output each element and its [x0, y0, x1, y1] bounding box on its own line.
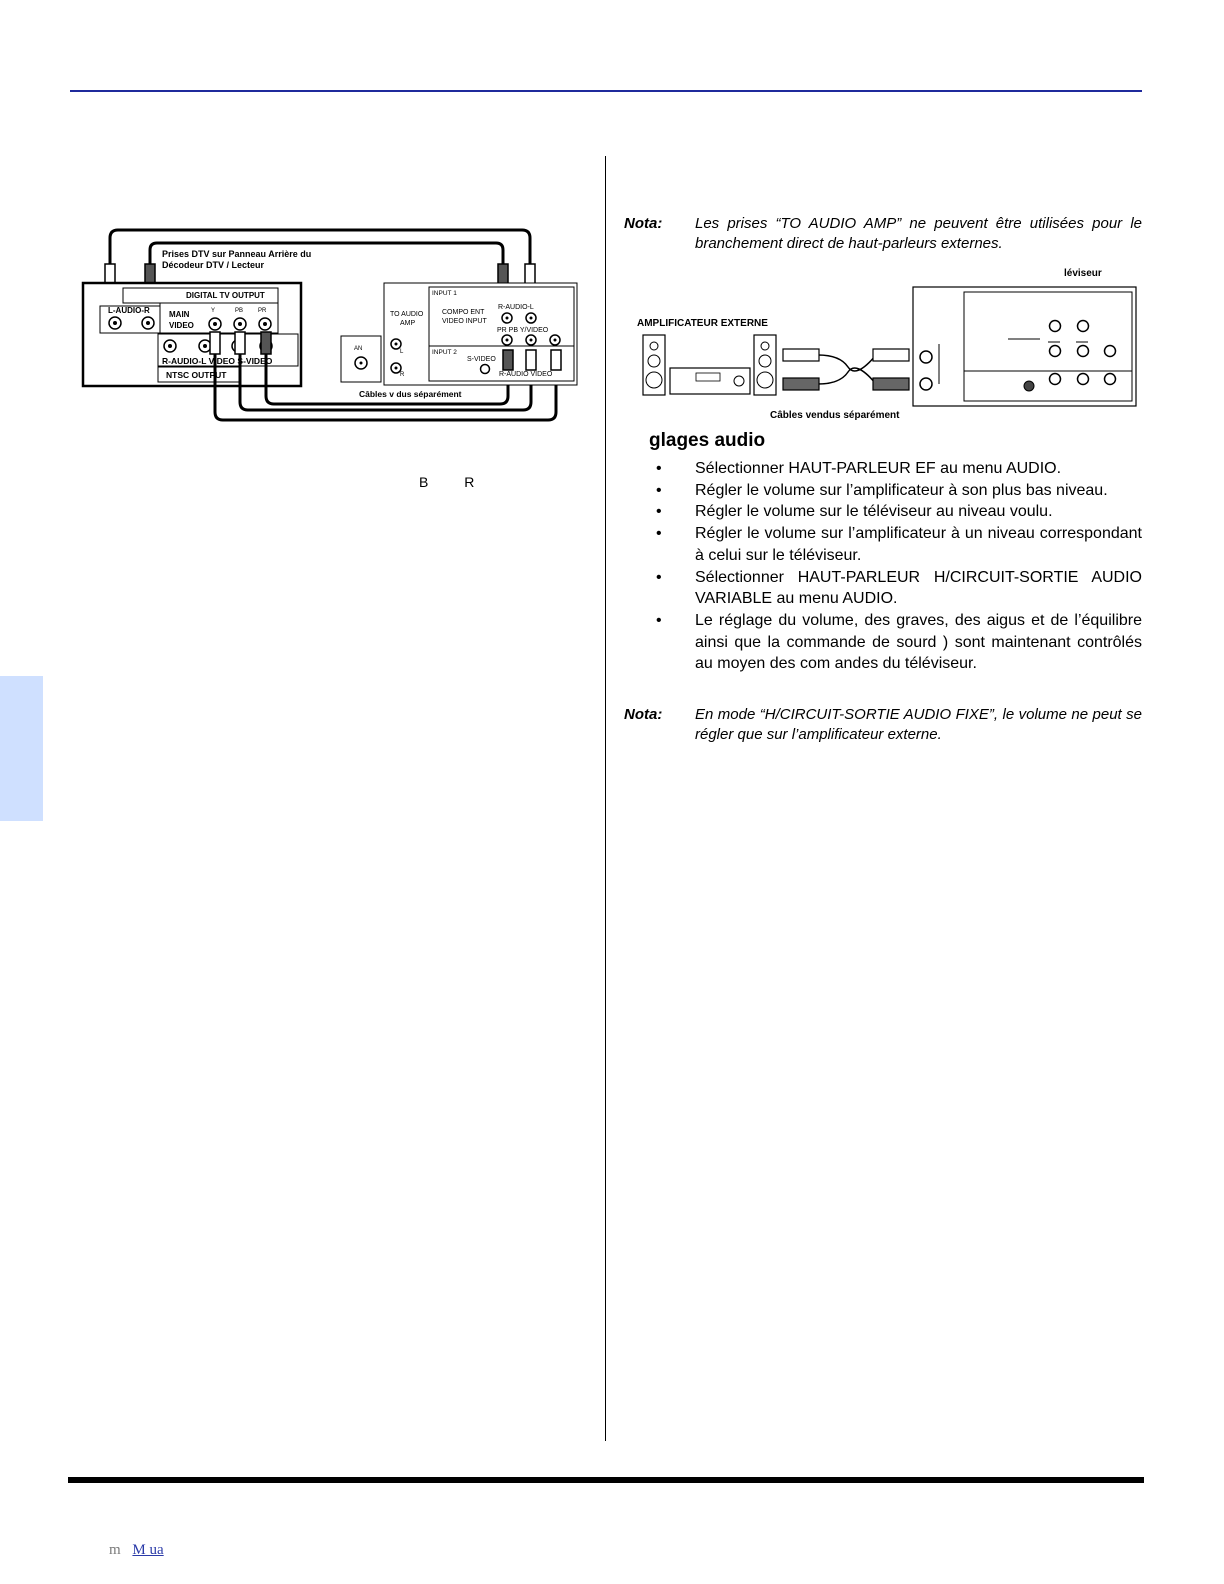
main-video-line2: VIDEO [169, 321, 194, 330]
footer-prefix: m [109, 1542, 121, 1558]
column-divider [605, 156, 606, 1441]
footer [109, 1542, 272, 1559]
tv-label: léviseur [1064, 268, 1102, 279]
list-item: • Sélectionner HAUT-PARLEUR H/CIRCUIT-SORTIE AUDIO VARIABLE au menu AUDIO. [656, 568, 1142, 608]
list-item: • Régler le volume sur l’amplificateur à son plus bas niveau. [656, 480, 1142, 502]
section-heading: glages audio [649, 430, 766, 451]
diagram-title-line2: Décodeur DTV / Lecteur [162, 260, 265, 270]
external-amp-label: AMPLIFICATEUR EXTERNE [637, 318, 768, 329]
digital-tv-output-label: DIGITAL TV OUTPUT [186, 291, 265, 300]
l-audio-r-label: L-AUDIO-R [108, 306, 150, 315]
left-letters [419, 474, 506, 490]
audio-settings-list [656, 458, 1142, 675]
list-item: • Sélectionner HAUT-PARLEUR EF au menu AUDIO. [656, 458, 1142, 480]
antenna-label: AN [354, 346, 363, 352]
component-label-line1: COMPO ENT [442, 309, 485, 316]
list-item: • Régler le volume sur l’amplificateur à un niveau correspondant à celui sur le téléviseur. [656, 525, 1142, 564]
input1-label: INPUT 1 [432, 290, 457, 297]
cables-sold-separately-right: Câbles vendus séparément [770, 410, 900, 421]
footer-rule [68, 1477, 1144, 1483]
note-fixed-output [624, 705, 1142, 747]
amp-l-label: L [400, 349, 404, 355]
y-label: Y [211, 308, 216, 314]
bullet: • [656, 481, 662, 499]
header-rule [70, 90, 1142, 92]
to-audio-amp-line1: TO AUDIO [390, 311, 424, 318]
amp-r-label: R [400, 372, 405, 378]
bullet: • [656, 611, 662, 629]
pr-label: PR [258, 308, 267, 314]
bullet: • [656, 503, 662, 521]
note-text: En mode “H/CIRCUIT-SORTIE AUDIO FIXE”, le volume ne peut se régler que sur l’amplificateur externe. [695, 706, 1142, 743]
ntsc-jacks-label: R-AUDIO-L VIDEO S-VIDEO [162, 356, 273, 366]
r-audio-l-label: R-AUDIO-L [498, 304, 534, 311]
input2-label: INPUT 2 [432, 349, 457, 356]
note-label: Nota: [624, 215, 663, 232]
dtv-connection-diagram [78, 224, 584, 426]
ntsc-output-label: NTSC OUTPUT [166, 370, 227, 380]
letter-b: B [419, 474, 429, 490]
svideo-label: S-VIDEO [467, 356, 496, 363]
main-video-line1: MAIN [169, 310, 190, 319]
to-audio-amp-line2: AMP [400, 320, 416, 327]
list-item: • Le réglage du volume, des graves, des aigus et de l’équilibre ainsi que la commande de sourd ) sont maintenant contrôlés au moyen des com andes du téléviseur. [656, 611, 1142, 673]
pb-label: PB [235, 308, 244, 314]
note-label: Nota: [624, 706, 663, 723]
footer-link[interactable]: M ua [132, 1542, 164, 1558]
bullet: • [656, 460, 662, 477]
r-audio-video-label: R-AUDIO VIDEO [499, 371, 553, 378]
letter-r: R [464, 474, 475, 490]
side-tab [0, 676, 43, 821]
note-audio-amp [624, 214, 1142, 256]
diagram-title-line1: Prises DTV sur Panneau Arrière du [162, 249, 312, 259]
cables-sold-separately: Câbles v dus séparément [359, 389, 462, 399]
pr-pb-yvideo-label: PR PB Y/VIDEO [497, 327, 549, 334]
note-text: Les prises “TO AUDIO AMP” ne peuvent être utilisées pour le branchement direct de haut-parleurs externes. [695, 215, 1142, 252]
component-label-line2: VIDEO INPUT [442, 318, 487, 325]
list-item: • Régler le volume sur le téléviseur au niveau voulu. [656, 501, 1142, 523]
bullet: • [656, 525, 662, 543]
bullet: • [656, 568, 662, 586]
amplifier-connection-diagram [628, 262, 1142, 426]
